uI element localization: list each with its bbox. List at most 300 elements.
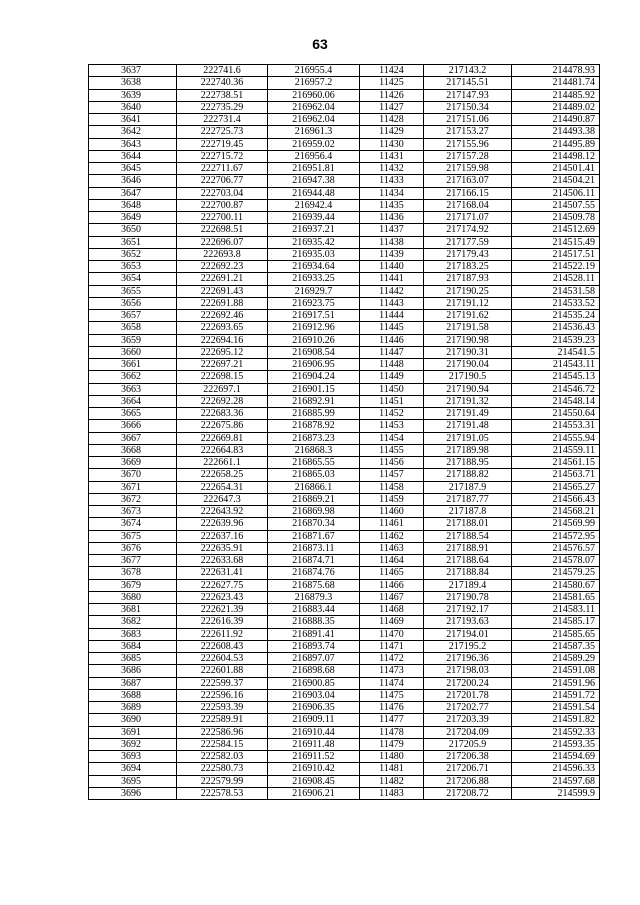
- cell-x-coordinate: 222700.11: [177, 212, 268, 224]
- cell-y-coordinate-2: 214531.58: [512, 285, 600, 297]
- cell-x-coordinate-2: 217190.78: [424, 591, 512, 603]
- cell-y-coordinate-2: 214596.33: [512, 763, 600, 775]
- table-row: [89, 628, 600, 640]
- cell-point-number-2: 11473: [360, 665, 424, 677]
- cell-point-number: 3695: [89, 775, 177, 787]
- cell-point-number-2: 11458: [360, 481, 424, 493]
- cell-y-coordinate: 216897.07: [268, 653, 360, 665]
- cell-y-coordinate: 216910.44: [268, 726, 360, 738]
- cell-y-coordinate-2: 214543.11: [512, 359, 600, 371]
- cell-point-number: 3638: [89, 77, 177, 89]
- cell-point-number-2: 11450: [360, 383, 424, 395]
- cell-point-number-2: 11457: [360, 469, 424, 481]
- cell-point-number-2: 11469: [360, 616, 424, 628]
- cell-y-coordinate: 216879.3: [268, 591, 360, 603]
- cell-point-number: 3647: [89, 187, 177, 199]
- cell-x-coordinate-2: 217191.48: [424, 420, 512, 432]
- cell-y-coordinate: 216947.38: [268, 175, 360, 187]
- cell-x-coordinate-2: 217191.05: [424, 432, 512, 444]
- cell-x-coordinate-2: 217143.2: [424, 65, 512, 77]
- cell-point-number-2: 11435: [360, 199, 424, 211]
- cell-x-coordinate: 222633.68: [177, 555, 268, 567]
- cell-y-coordinate-2: 214591.96: [512, 677, 600, 689]
- table-row: [89, 555, 600, 567]
- cell-x-coordinate: 222696.07: [177, 236, 268, 248]
- cell-point-number-2: 11470: [360, 628, 424, 640]
- table-row: [89, 787, 600, 799]
- table-row: [89, 653, 600, 665]
- cell-y-coordinate: 216910.26: [268, 334, 360, 346]
- cell-y-coordinate: 216955.4: [268, 65, 360, 77]
- cell-y-coordinate-2: 214533.52: [512, 297, 600, 309]
- cell-x-coordinate: 222692.23: [177, 261, 268, 273]
- cell-x-coordinate-2: 217179.43: [424, 248, 512, 260]
- table-row: [89, 591, 600, 603]
- cell-x-coordinate-2: 217183.25: [424, 261, 512, 273]
- table-row: [89, 126, 600, 138]
- cell-y-coordinate-2: 214591.72: [512, 689, 600, 701]
- cell-x-coordinate: 222580.73: [177, 763, 268, 775]
- cell-point-number: 3681: [89, 604, 177, 616]
- cell-point-number-2: 11461: [360, 518, 424, 530]
- cell-point-number-2: 11456: [360, 457, 424, 469]
- cell-point-number-2: 11479: [360, 738, 424, 750]
- cell-point-number-2: 11474: [360, 677, 424, 689]
- cell-x-coordinate: 222593.39: [177, 702, 268, 714]
- cell-x-coordinate-2: 217159.98: [424, 163, 512, 175]
- cell-x-coordinate: 222697.21: [177, 359, 268, 371]
- cell-y-coordinate: 216874.76: [268, 567, 360, 579]
- cell-point-number: 3650: [89, 224, 177, 236]
- cell-x-coordinate-2: 217200.24: [424, 677, 512, 689]
- cell-x-coordinate: 222706.77: [177, 175, 268, 187]
- cell-x-coordinate: 222637.16: [177, 530, 268, 542]
- cell-y-coordinate-2: 214563.71: [512, 469, 600, 481]
- cell-point-number: 3678: [89, 567, 177, 579]
- cell-y-coordinate: 216873.23: [268, 432, 360, 444]
- cell-x-coordinate: 222692.28: [177, 395, 268, 407]
- cell-point-number: 3642: [89, 126, 177, 138]
- cell-x-coordinate: 222719.45: [177, 138, 268, 150]
- cell-point-number: 3654: [89, 273, 177, 285]
- cell-y-coordinate: 216878.92: [268, 420, 360, 432]
- cell-point-number: 3644: [89, 150, 177, 162]
- cell-point-number: 3694: [89, 763, 177, 775]
- cell-x-coordinate: 222738.51: [177, 89, 268, 101]
- cell-y-coordinate-2: 214589.29: [512, 653, 600, 665]
- cell-x-coordinate-2: 217190.94: [424, 383, 512, 395]
- cell-point-number: 3672: [89, 493, 177, 505]
- table-row: [89, 261, 600, 273]
- cell-x-coordinate: 222740.36: [177, 77, 268, 89]
- cell-point-number: 3637: [89, 65, 177, 77]
- cell-y-coordinate: 216912.96: [268, 322, 360, 334]
- cell-x-coordinate-2: 217188.82: [424, 469, 512, 481]
- cell-x-coordinate: 222647.3: [177, 493, 268, 505]
- cell-point-number-2: 11481: [360, 763, 424, 775]
- table-row: [89, 212, 600, 224]
- cell-x-coordinate-2: 217206.38: [424, 751, 512, 763]
- table-row: [89, 224, 600, 236]
- cell-point-number-2: 11455: [360, 444, 424, 456]
- cell-point-number-2: 11466: [360, 579, 424, 591]
- cell-y-coordinate: 216911.48: [268, 738, 360, 750]
- cell-point-number: 3664: [89, 395, 177, 407]
- cell-y-coordinate-2: 214522.19: [512, 261, 600, 273]
- cell-x-coordinate-2: 217190.98: [424, 334, 512, 346]
- cell-y-coordinate-2: 214580.67: [512, 579, 600, 591]
- cell-x-coordinate: 222698.51: [177, 224, 268, 236]
- cell-x-coordinate-2: 217155.96: [424, 138, 512, 150]
- cell-y-coordinate: 216959.02: [268, 138, 360, 150]
- cell-point-number: 3655: [89, 285, 177, 297]
- cell-point-number: 3685: [89, 653, 177, 665]
- cell-y-coordinate-2: 214594.69: [512, 751, 600, 763]
- table-row: [89, 665, 600, 677]
- cell-point-number: 3660: [89, 346, 177, 358]
- table-row: [89, 322, 600, 334]
- page-number: 63: [312, 36, 328, 52]
- cell-x-coordinate: 222703.04: [177, 187, 268, 199]
- cell-x-coordinate-2: 217188.64: [424, 555, 512, 567]
- cell-x-coordinate-2: 217191.62: [424, 310, 512, 322]
- cell-y-coordinate-2: 214489.02: [512, 101, 600, 113]
- cell-x-coordinate: 222596.16: [177, 689, 268, 701]
- cell-y-coordinate-2: 214597.68: [512, 775, 600, 787]
- cell-x-coordinate-2: 217193.63: [424, 616, 512, 628]
- table-row: [89, 150, 600, 162]
- cell-point-number: 3661: [89, 359, 177, 371]
- cell-y-coordinate-2: 214569.99: [512, 518, 600, 530]
- cell-x-coordinate-2: 217206.71: [424, 763, 512, 775]
- cell-x-coordinate-2: 217166.15: [424, 187, 512, 199]
- table-row: [89, 530, 600, 542]
- cell-y-coordinate: 216892.91: [268, 395, 360, 407]
- cell-point-number-2: 11439: [360, 248, 424, 260]
- table-row: [89, 77, 600, 89]
- cell-x-coordinate: 222627.75: [177, 579, 268, 591]
- cell-y-coordinate-2: 214585.65: [512, 628, 600, 640]
- table-row: [89, 273, 600, 285]
- cell-x-coordinate-2: 217188.91: [424, 542, 512, 554]
- table-row: [89, 714, 600, 726]
- cell-y-coordinate-2: 214490.87: [512, 114, 600, 126]
- cell-point-number: 3646: [89, 175, 177, 187]
- cell-y-coordinate-2: 214579.25: [512, 567, 600, 579]
- cell-x-coordinate: 222599.37: [177, 677, 268, 689]
- cell-point-number-2: 11480: [360, 751, 424, 763]
- cell-x-coordinate-2: 217196.36: [424, 653, 512, 665]
- cell-x-coordinate: 222658.25: [177, 469, 268, 481]
- cell-x-coordinate-2: 217147.93: [424, 89, 512, 101]
- table-row: [89, 469, 600, 481]
- cell-y-coordinate: 216866.1: [268, 481, 360, 493]
- cell-y-coordinate-2: 214517.51: [512, 248, 600, 260]
- cell-point-number-2: 11433: [360, 175, 424, 187]
- cell-point-number: 3666: [89, 420, 177, 432]
- table-row: [89, 420, 600, 432]
- cell-point-number-2: 11434: [360, 187, 424, 199]
- cell-point-number: 3689: [89, 702, 177, 714]
- cell-point-number-2: 11448: [360, 359, 424, 371]
- cell-y-coordinate: 216908.54: [268, 346, 360, 358]
- cell-y-coordinate: 216891.41: [268, 628, 360, 640]
- cell-y-coordinate: 216911.52: [268, 751, 360, 763]
- cell-y-coordinate: 216917.51: [268, 310, 360, 322]
- cell-y-coordinate-2: 214545.13: [512, 371, 600, 383]
- table-row: [89, 65, 600, 77]
- cell-x-coordinate-2: 217153.27: [424, 126, 512, 138]
- cell-y-coordinate-2: 214592.33: [512, 726, 600, 738]
- cell-point-number-2: 11446: [360, 334, 424, 346]
- cell-x-coordinate-2: 217201.78: [424, 689, 512, 701]
- cell-point-number: 3640: [89, 101, 177, 113]
- cell-point-number-2: 11444: [360, 310, 424, 322]
- table-row: [89, 138, 600, 150]
- cell-x-coordinate-2: 217192.17: [424, 604, 512, 616]
- cell-y-coordinate: 216962.04: [268, 101, 360, 113]
- cell-point-number: 3652: [89, 248, 177, 260]
- cell-x-coordinate: 222579.99: [177, 775, 268, 787]
- cell-x-coordinate: 222601.88: [177, 665, 268, 677]
- cell-x-coordinate: 222691.88: [177, 297, 268, 309]
- cell-point-number-2: 11477: [360, 714, 424, 726]
- cell-point-number-2: 11426: [360, 89, 424, 101]
- cell-y-coordinate: 216929.7: [268, 285, 360, 297]
- table-row: [89, 444, 600, 456]
- cell-y-coordinate-2: 214507.55: [512, 199, 600, 211]
- cell-point-number-2: 11482: [360, 775, 424, 787]
- cell-x-coordinate: 222693.8: [177, 248, 268, 260]
- cell-point-number-2: 11453: [360, 420, 424, 432]
- cell-point-number: 3676: [89, 542, 177, 554]
- cell-y-coordinate-2: 214572.95: [512, 530, 600, 542]
- cell-x-coordinate: 222700.87: [177, 199, 268, 211]
- table-row: [89, 640, 600, 652]
- cell-point-number-2: 11460: [360, 506, 424, 518]
- table-row: [89, 775, 600, 787]
- cell-point-number: 3691: [89, 726, 177, 738]
- cell-point-number: 3651: [89, 236, 177, 248]
- cell-point-number: 3639: [89, 89, 177, 101]
- cell-y-coordinate-2: 214593.35: [512, 738, 600, 750]
- cell-y-coordinate-2: 214485.92: [512, 89, 600, 101]
- table-row: [89, 518, 600, 530]
- cell-y-coordinate: 216962.04: [268, 114, 360, 126]
- cell-point-number: 3641: [89, 114, 177, 126]
- cell-point-number-2: 11468: [360, 604, 424, 616]
- cell-point-number: 3682: [89, 616, 177, 628]
- cell-x-coordinate-2: 217204.09: [424, 726, 512, 738]
- cell-point-number: 3668: [89, 444, 177, 456]
- cell-y-coordinate: 216908.45: [268, 775, 360, 787]
- cell-x-coordinate: 222675.86: [177, 420, 268, 432]
- cell-point-number: 3671: [89, 481, 177, 493]
- cell-point-number-2: 11475: [360, 689, 424, 701]
- cell-point-number-2: 11429: [360, 126, 424, 138]
- cell-y-coordinate-2: 214591.82: [512, 714, 600, 726]
- cell-x-coordinate: 222664.83: [177, 444, 268, 456]
- cell-y-coordinate: 216933.25: [268, 273, 360, 285]
- cell-y-coordinate: 216906.35: [268, 702, 360, 714]
- cell-y-coordinate-2: 214528.11: [512, 273, 600, 285]
- cell-y-coordinate-2: 214591.08: [512, 665, 600, 677]
- cell-point-number-2: 11463: [360, 542, 424, 554]
- cell-y-coordinate: 216935.42: [268, 236, 360, 248]
- cell-y-coordinate: 216935.03: [268, 248, 360, 260]
- cell-point-number-2: 11465: [360, 567, 424, 579]
- cell-y-coordinate: 216939.44: [268, 212, 360, 224]
- cell-x-coordinate-2: 217187.93: [424, 273, 512, 285]
- cell-y-coordinate-2: 214493.38: [512, 126, 600, 138]
- table-row: [89, 114, 600, 126]
- cell-x-coordinate: 222611.92: [177, 628, 268, 640]
- cell-y-coordinate: 216893.74: [268, 640, 360, 652]
- cell-x-coordinate: 222616.39: [177, 616, 268, 628]
- cell-y-coordinate: 216957.2: [268, 77, 360, 89]
- cell-point-number: 3683: [89, 628, 177, 640]
- table-row: [89, 493, 600, 505]
- cell-x-coordinate: 222715.72: [177, 150, 268, 162]
- cell-y-coordinate-2: 214504.21: [512, 175, 600, 187]
- cell-y-coordinate-2: 214576.57: [512, 542, 600, 554]
- cell-x-coordinate: 222669.81: [177, 432, 268, 444]
- table-row: [89, 175, 600, 187]
- cell-y-coordinate: 216904.24: [268, 371, 360, 383]
- cell-x-coordinate-2: 217191.58: [424, 322, 512, 334]
- cell-x-coordinate-2: 217190.5: [424, 371, 512, 383]
- cell-y-coordinate-2: 214561.15: [512, 457, 600, 469]
- cell-point-number-2: 11476: [360, 702, 424, 714]
- cell-x-coordinate-2: 217194.01: [424, 628, 512, 640]
- cell-point-number-2: 11428: [360, 114, 424, 126]
- cell-y-coordinate-2: 214587.35: [512, 640, 600, 652]
- table-row: [89, 236, 600, 248]
- cell-y-coordinate-2: 214478.93: [512, 65, 600, 77]
- cell-x-coordinate-2: 217195.2: [424, 640, 512, 652]
- table-row: [89, 542, 600, 554]
- cell-y-coordinate-2: 214548.14: [512, 395, 600, 407]
- cell-y-coordinate: 216937.21: [268, 224, 360, 236]
- cell-y-coordinate: 216934.64: [268, 261, 360, 273]
- table-row: [89, 199, 600, 211]
- cell-x-coordinate: 222694.16: [177, 334, 268, 346]
- cell-x-coordinate: 222725.73: [177, 126, 268, 138]
- table-row: [89, 163, 600, 175]
- cell-y-coordinate: 216869.98: [268, 506, 360, 518]
- cell-point-number-2: 11467: [360, 591, 424, 603]
- cell-y-coordinate-2: 214585.17: [512, 616, 600, 628]
- cell-point-number-2: 11472: [360, 653, 424, 665]
- cell-x-coordinate-2: 217191.49: [424, 408, 512, 420]
- coordinate-table: [88, 64, 600, 800]
- cell-y-coordinate-2: 214555.94: [512, 432, 600, 444]
- cell-x-coordinate-2: 217177.59: [424, 236, 512, 248]
- cell-point-number-2: 11430: [360, 138, 424, 150]
- cell-x-coordinate-2: 217188.54: [424, 530, 512, 542]
- cell-y-coordinate-2: 214566.43: [512, 493, 600, 505]
- table-row: [89, 457, 600, 469]
- cell-x-coordinate: 222697.1: [177, 383, 268, 395]
- cell-point-number-2: 11425: [360, 77, 424, 89]
- cell-point-number: 3658: [89, 322, 177, 334]
- cell-point-number: 3688: [89, 689, 177, 701]
- cell-x-coordinate: 222639.96: [177, 518, 268, 530]
- cell-x-coordinate-2: 217163.07: [424, 175, 512, 187]
- cell-point-number-2: 11452: [360, 408, 424, 420]
- table-row: [89, 187, 600, 199]
- cell-x-coordinate: 222731.4: [177, 114, 268, 126]
- cell-x-coordinate-2: 217187.8: [424, 506, 512, 518]
- cell-point-number: 3679: [89, 579, 177, 591]
- cell-x-coordinate-2: 217188.84: [424, 567, 512, 579]
- cell-point-number-2: 11431: [360, 150, 424, 162]
- cell-point-number-2: 11462: [360, 530, 424, 542]
- cell-x-coordinate: 222582.03: [177, 751, 268, 763]
- cell-x-coordinate-2: 217187.9: [424, 481, 512, 493]
- table-row: [89, 751, 600, 763]
- cell-x-coordinate: 222695.12: [177, 346, 268, 358]
- cell-point-number: 3645: [89, 163, 177, 175]
- cell-y-coordinate-2: 214581.65: [512, 591, 600, 603]
- cell-y-coordinate-2: 214546.72: [512, 383, 600, 395]
- cell-y-coordinate: 216951.81: [268, 163, 360, 175]
- table-row: [89, 432, 600, 444]
- table-row: [89, 297, 600, 309]
- cell-y-coordinate: 216885.99: [268, 408, 360, 420]
- cell-point-number-2: 11432: [360, 163, 424, 175]
- table-row: [89, 579, 600, 591]
- cell-y-coordinate-2: 214599.9: [512, 787, 600, 799]
- cell-point-number-2: 11454: [360, 432, 424, 444]
- table-row: [89, 334, 600, 346]
- cell-x-coordinate: 222631.41: [177, 567, 268, 579]
- cell-x-coordinate: 222578.53: [177, 787, 268, 799]
- cell-y-coordinate-2: 214568.21: [512, 506, 600, 518]
- cell-y-coordinate: 216942.4: [268, 199, 360, 211]
- cell-point-number: 3643: [89, 138, 177, 150]
- table-row: [89, 248, 600, 260]
- cell-x-coordinate: 222586.96: [177, 726, 268, 738]
- cell-point-number: 3690: [89, 714, 177, 726]
- cell-x-coordinate-2: 217189.98: [424, 444, 512, 456]
- cell-point-number: 3674: [89, 518, 177, 530]
- cell-point-number-2: 11483: [360, 787, 424, 799]
- cell-point-number-2: 11441: [360, 273, 424, 285]
- cell-y-coordinate-2: 214553.31: [512, 420, 600, 432]
- table-row: [89, 567, 600, 579]
- cell-x-coordinate: 222683.36: [177, 408, 268, 420]
- cell-y-coordinate: 216900.85: [268, 677, 360, 689]
- cell-point-number-2: 11449: [360, 371, 424, 383]
- cell-point-number-2: 11478: [360, 726, 424, 738]
- table-row: [89, 346, 600, 358]
- cell-x-coordinate: 222735.29: [177, 101, 268, 113]
- cell-point-number: 3680: [89, 591, 177, 603]
- cell-x-coordinate: 222643.92: [177, 506, 268, 518]
- cell-point-number: 3686: [89, 665, 177, 677]
- cell-y-coordinate: 216910.42: [268, 763, 360, 775]
- cell-x-coordinate: 222741.6: [177, 65, 268, 77]
- cell-y-coordinate: 216868.3: [268, 444, 360, 456]
- cell-y-coordinate: 216888.35: [268, 616, 360, 628]
- cell-x-coordinate-2: 217150.34: [424, 101, 512, 113]
- table-row: [89, 408, 600, 420]
- cell-y-coordinate: 216906.21: [268, 787, 360, 799]
- table-row: [89, 481, 600, 493]
- cell-y-coordinate: 216944.48: [268, 187, 360, 199]
- cell-y-coordinate: 216901.15: [268, 383, 360, 395]
